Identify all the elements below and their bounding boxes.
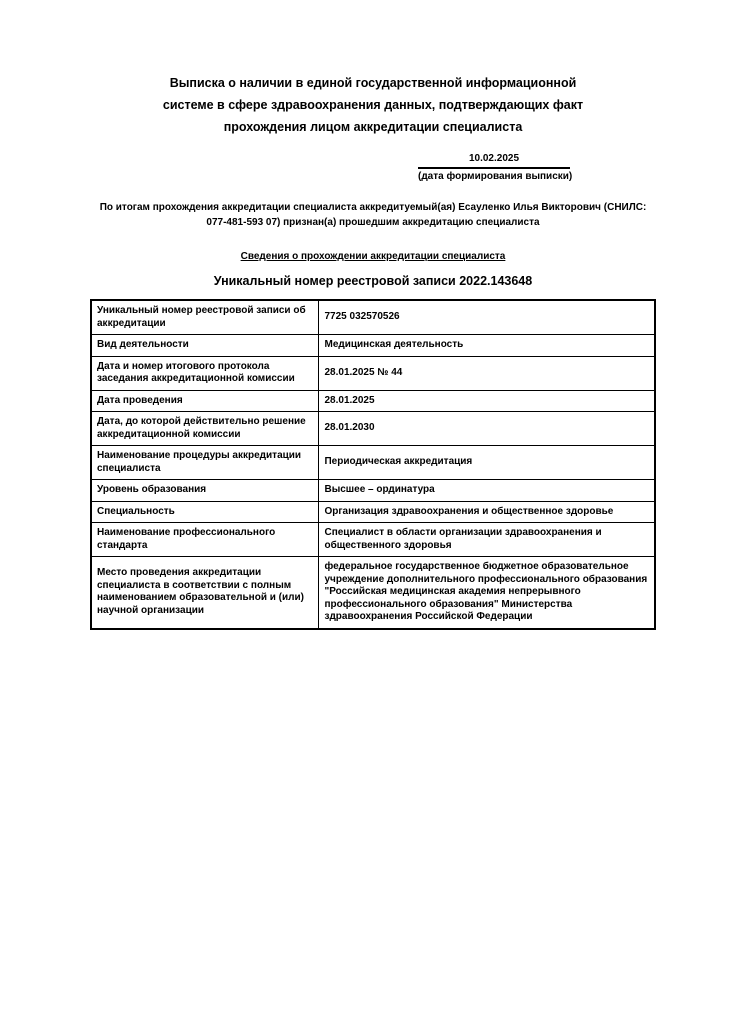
table-label-cell: Специальность <box>91 501 319 523</box>
section-heading: Сведения о прохождении аккредитации специалиста <box>240 251 506 262</box>
table-label-cell: Дата проведения <box>91 390 319 412</box>
intro-paragraph: По итогам прохождения аккредитации специалиста аккредитуемый(ая) Есауленко Илья Викторович (СНИЛС: 077-481-593 07) признан(а) прошедшим аккредитацию специалиста <box>99 202 647 228</box>
document-title-line: системе в сфере здравоохранения данных, подтверждающих факт <box>162 98 584 112</box>
table-row <box>91 480 655 502</box>
table-value-cell: Периодическая аккредитация <box>319 446 655 480</box>
table-label-cell: Место проведения аккредитации специалиста в соответствии с полным наименованием образовательной и (или) научной организации <box>91 557 319 629</box>
document-title-line: Выписка о наличии в единой государственной информационной <box>169 76 577 90</box>
table-label-cell: Уровень образования <box>91 480 319 502</box>
table-value-cell: Специалист в области организации здравоохранения и общественного здоровья <box>319 523 655 557</box>
table-row <box>91 412 655 446</box>
document-title <box>90 72 656 138</box>
table-value-cell: 28.01.2025 <box>319 390 655 412</box>
table-row <box>91 300 655 335</box>
table-label-cell: Наименование профессионального стандарта <box>91 523 319 557</box>
table-row <box>91 390 655 412</box>
table-row <box>91 523 655 557</box>
table-label-cell: Дата, до которой действительно решение аккредитационной комиссии <box>91 412 319 446</box>
table-value-cell: 28.01.2030 <box>319 412 655 446</box>
table-row <box>91 557 655 629</box>
table-value-cell: 7725 032570526 <box>319 300 655 335</box>
table-value-cell: Высшее – ординатура <box>319 480 655 502</box>
table-value-cell: Организация здравоохранения и общественное здоровье <box>319 501 655 523</box>
table-row <box>91 335 655 357</box>
table-label-cell: Наименование процедуры аккредитации специалиста <box>91 446 319 480</box>
table-label-cell: Уникальный номер реестровой записи об аккредитации <box>91 300 319 335</box>
table-label-cell: Дата и номер итогового протокола заседания аккредитационной комиссии <box>91 356 319 390</box>
accreditation-table <box>90 299 656 630</box>
table-value-cell: 28.01.2025 № 44 <box>319 356 655 390</box>
extract-date-block <box>418 152 573 184</box>
table-value-cell: федеральное государственное бюджетное образовательное учреждение дополнительного профессионального образования "Российская медицинская академия непрерывного профессионального образования" Министерства здравоохранения Российской Федерации <box>319 557 655 629</box>
document-title-line: прохождения лицом аккредитации специалиста <box>223 120 523 134</box>
table-row <box>91 446 655 480</box>
table-label-cell: Вид деятельности <box>91 335 319 357</box>
registry-number-heading: Уникальный номер реестровой записи 2022.143648 <box>213 274 533 288</box>
extract-date-value: 10.02.2025 <box>418 152 570 169</box>
table-row <box>91 501 655 523</box>
extract-date-caption: (дата формирования выписки) <box>418 171 573 182</box>
table-value-cell: Медицинская деятельность <box>319 335 655 357</box>
table-row <box>91 356 655 390</box>
